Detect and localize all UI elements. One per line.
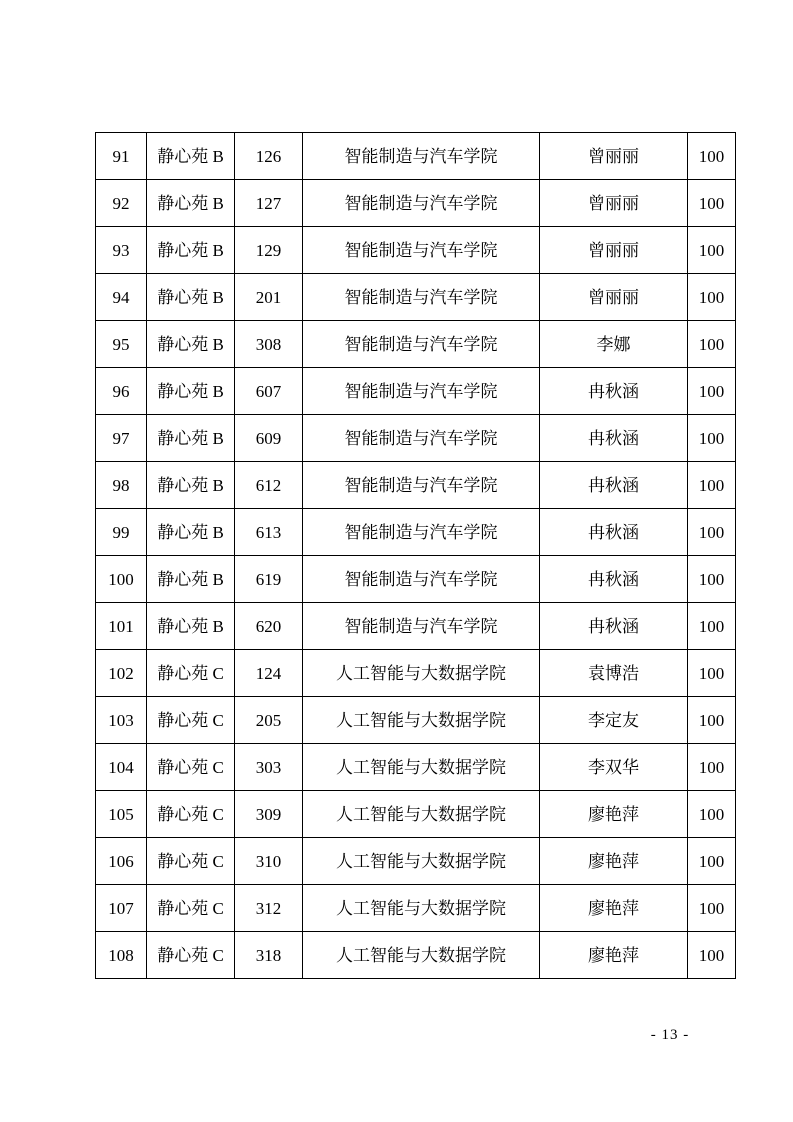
- table-row: [96, 133, 736, 180]
- building-cell: 静心苑 B: [147, 556, 235, 603]
- score-cell: 100: [688, 697, 736, 744]
- score-cell: 100: [688, 744, 736, 791]
- row-number-cell: 97: [96, 415, 147, 462]
- building-cell: 静心苑 C: [147, 791, 235, 838]
- table-row: [96, 650, 736, 697]
- college-cell: 人工智能与大数据学院: [303, 791, 540, 838]
- score-cell: 100: [688, 838, 736, 885]
- college-cell: 智能制造与汽车学院: [303, 509, 540, 556]
- score-cell: 100: [688, 462, 736, 509]
- score-cell: 100: [688, 227, 736, 274]
- responsible-person-cell: 冉秋涵: [540, 556, 688, 603]
- row-number-cell: 104: [96, 744, 147, 791]
- row-number-cell: 101: [96, 603, 147, 650]
- row-number-cell: 91: [96, 133, 147, 180]
- room-number-cell: 124: [235, 650, 303, 697]
- college-cell: 人工智能与大数据学院: [303, 885, 540, 932]
- room-number-cell: 129: [235, 227, 303, 274]
- dormitory-score-table: [95, 132, 736, 979]
- responsible-person-cell: 廖艳萍: [540, 791, 688, 838]
- row-number-cell: 96: [96, 368, 147, 415]
- table-row: [96, 415, 736, 462]
- row-number-cell: 103: [96, 697, 147, 744]
- row-number-cell: 92: [96, 180, 147, 227]
- row-number-cell: 99: [96, 509, 147, 556]
- row-number-cell: 94: [96, 274, 147, 321]
- building-cell: 静心苑 C: [147, 697, 235, 744]
- table-row: [96, 791, 736, 838]
- table-row: [96, 462, 736, 509]
- table-row: [96, 932, 736, 979]
- score-cell: 100: [688, 274, 736, 321]
- responsible-person-cell: 李娜: [540, 321, 688, 368]
- row-number-cell: 100: [96, 556, 147, 603]
- table-row: [96, 368, 736, 415]
- table-row: [96, 838, 736, 885]
- row-number-cell: 108: [96, 932, 147, 979]
- responsible-person-cell: 冉秋涵: [540, 462, 688, 509]
- room-number-cell: 607: [235, 368, 303, 415]
- row-number-cell: 105: [96, 791, 147, 838]
- table-row: [96, 556, 736, 603]
- room-number-cell: 126: [235, 133, 303, 180]
- college-cell: 智能制造与汽车学院: [303, 274, 540, 321]
- room-number-cell: 310: [235, 838, 303, 885]
- responsible-person-cell: 曾丽丽: [540, 180, 688, 227]
- responsible-person-cell: 曾丽丽: [540, 133, 688, 180]
- college-cell: 智能制造与汽车学院: [303, 462, 540, 509]
- score-cell: 100: [688, 603, 736, 650]
- building-cell: 静心苑 C: [147, 650, 235, 697]
- responsible-person-cell: 曾丽丽: [540, 227, 688, 274]
- room-number-cell: 205: [235, 697, 303, 744]
- row-number-cell: 107: [96, 885, 147, 932]
- room-number-cell: 201: [235, 274, 303, 321]
- room-number-cell: 309: [235, 791, 303, 838]
- score-cell: 100: [688, 321, 736, 368]
- table-row: [96, 227, 736, 274]
- college-cell: 智能制造与汽车学院: [303, 321, 540, 368]
- room-number-cell: 619: [235, 556, 303, 603]
- college-cell: 人工智能与大数据学院: [303, 697, 540, 744]
- building-cell: 静心苑 B: [147, 227, 235, 274]
- room-number-cell: 318: [235, 932, 303, 979]
- building-cell: 静心苑 C: [147, 885, 235, 932]
- page-number: - 13 -: [650, 1027, 690, 1043]
- college-cell: 智能制造与汽车学院: [303, 556, 540, 603]
- room-number-cell: 612: [235, 462, 303, 509]
- row-number-cell: 106: [96, 838, 147, 885]
- responsible-person-cell: 廖艳萍: [540, 838, 688, 885]
- college-cell: 智能制造与汽车学院: [303, 133, 540, 180]
- row-number-cell: 102: [96, 650, 147, 697]
- college-cell: 智能制造与汽车学院: [303, 227, 540, 274]
- score-cell: 100: [688, 415, 736, 462]
- score-cell: 100: [688, 885, 736, 932]
- score-cell: 100: [688, 556, 736, 603]
- responsible-person-cell: 廖艳萍: [540, 885, 688, 932]
- row-number-cell: 98: [96, 462, 147, 509]
- score-cell: 100: [688, 650, 736, 697]
- score-cell: 100: [688, 791, 736, 838]
- row-number-cell: 93: [96, 227, 147, 274]
- responsible-person-cell: 冉秋涵: [540, 509, 688, 556]
- responsible-person-cell: 袁博浩: [540, 650, 688, 697]
- table-body: [96, 133, 736, 979]
- table-row: [96, 697, 736, 744]
- college-cell: 人工智能与大数据学院: [303, 744, 540, 791]
- college-cell: 智能制造与汽车学院: [303, 368, 540, 415]
- responsible-person-cell: 曾丽丽: [540, 274, 688, 321]
- building-cell: 静心苑 C: [147, 744, 235, 791]
- score-cell: 100: [688, 368, 736, 415]
- table-row: [96, 885, 736, 932]
- college-cell: 人工智能与大数据学院: [303, 650, 540, 697]
- responsible-person-cell: 廖艳萍: [540, 932, 688, 979]
- college-cell: 人工智能与大数据学院: [303, 838, 540, 885]
- score-cell: 100: [688, 932, 736, 979]
- college-cell: 智能制造与汽车学院: [303, 180, 540, 227]
- building-cell: 静心苑 B: [147, 321, 235, 368]
- score-cell: 100: [688, 180, 736, 227]
- table-row: [96, 274, 736, 321]
- room-number-cell: 620: [235, 603, 303, 650]
- college-cell: 人工智能与大数据学院: [303, 932, 540, 979]
- room-number-cell: 127: [235, 180, 303, 227]
- table-row: [96, 321, 736, 368]
- score-cell: 100: [688, 509, 736, 556]
- room-number-cell: 308: [235, 321, 303, 368]
- college-cell: 智能制造与汽车学院: [303, 415, 540, 462]
- table-row: [96, 603, 736, 650]
- responsible-person-cell: 李双华: [540, 744, 688, 791]
- building-cell: 静心苑 B: [147, 509, 235, 556]
- table-row: [96, 744, 736, 791]
- table-row: [96, 509, 736, 556]
- building-cell: 静心苑 B: [147, 180, 235, 227]
- college-cell: 智能制造与汽车学院: [303, 603, 540, 650]
- building-cell: 静心苑 B: [147, 368, 235, 415]
- building-cell: 静心苑 C: [147, 932, 235, 979]
- room-number-cell: 303: [235, 744, 303, 791]
- row-number-cell: 95: [96, 321, 147, 368]
- building-cell: 静心苑 B: [147, 462, 235, 509]
- building-cell: 静心苑 C: [147, 838, 235, 885]
- room-number-cell: 613: [235, 509, 303, 556]
- responsible-person-cell: 李定友: [540, 697, 688, 744]
- building-cell: 静心苑 B: [147, 603, 235, 650]
- table-row: [96, 180, 736, 227]
- room-number-cell: 312: [235, 885, 303, 932]
- score-cell: 100: [688, 133, 736, 180]
- building-cell: 静心苑 B: [147, 133, 235, 180]
- room-number-cell: 609: [235, 415, 303, 462]
- responsible-person-cell: 冉秋涵: [540, 368, 688, 415]
- building-cell: 静心苑 B: [147, 274, 235, 321]
- responsible-person-cell: 冉秋涵: [540, 603, 688, 650]
- building-cell: 静心苑 B: [147, 415, 235, 462]
- responsible-person-cell: 冉秋涵: [540, 415, 688, 462]
